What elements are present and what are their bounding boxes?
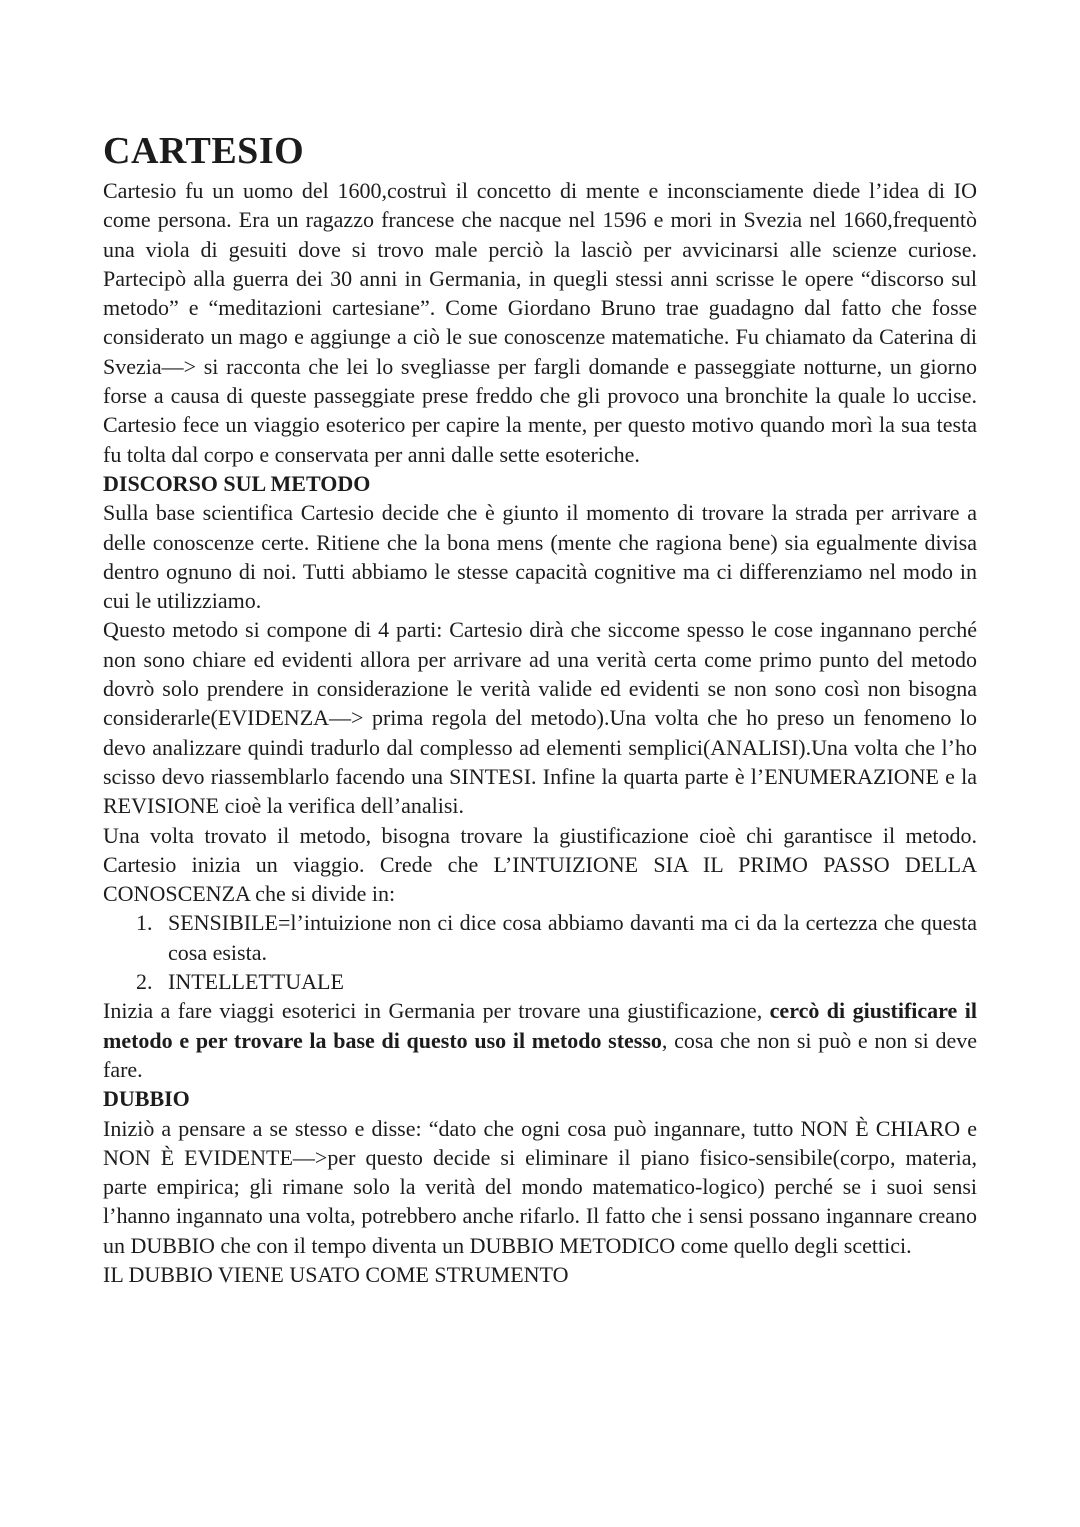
- bold-text: cercò di giustificare il metodo e per trovare la base di questo uso il metodo stesso: [103, 998, 977, 1053]
- paragraph: Questo metodo si compone di 4 parti: Cartesio dirà che siccome spesso le cose ingannano perché non sono chiare ed evidenti allora per arrivare ad una verità certa come primo punto del metodo dovrò solo prendere in considerazione le verità valide ed evidenti se non sono così non bisogna considerarle(EVIDENZA—> prima regola del metodo).Una volta che ho preso un fenomeno lo devo analizzare quindi tradurlo dal complesso ad elementi semplici(ANALISI).Una volta che l’ho scisso devo riassemblarlo facendo una SINTESI. Infine la quarta parte è l’ENUMERAZIONE e la REVISIONE cioè la verifica dell’analisi.: [103, 617, 977, 819]
- list-item: [103, 908, 977, 967]
- paragraph: Sulla base scientifica Cartesio decide che è giunto il momento di trovare la strada per arrivare a delle conoscenze certe. Ritiene che la bona mens (mente che ragiona bene) sia egualmente divisa dentro ognuno di noi. Tutti abbiamo le stesse capacità cognitive ma ci differenziamo nel modo in cui le utilizziamo.: [103, 500, 977, 614]
- list-number: 2.: [136, 969, 153, 995]
- paragraph: Una volta trovato il metodo, bisogna trovare la giustificazione cioè chi garantisce il metodo. Cartesio inizia un viaggio. Crede che L’INTUIZIONE SIA IL PRIMO PASSO DELLA CONOSCENZA che si divide in:: [103, 822, 977, 907]
- paragraph-text: Inizia a fare viaggi esoterici in Germania per trovare una giustificazione,: [103, 998, 770, 1024]
- paragraph: Iniziò a pensare a se stesso e disse: “dato che ogni cosa può ingannare, tutto NON È CHIARO e NON È EVIDENTE—>per questo decide si eliminare il piano fisico-sensibile(corpo, materia, parte empirica; gli rimane solo la verità del mondo matematico-logico) perché se i suoi sensi l’hanno ingannato una volta, potrebbero anche rifarlo. Il fatto che i sensi possano ingannare creano un DUBBIO che con il tempo diventa un DUBBIO METODICO come quello degli scettici.: [103, 1115, 977, 1258]
- page-title: CARTESIO: [103, 130, 305, 172]
- section-heading-discorso: DISCORSO SUL METODO: [103, 470, 371, 496]
- numbered-list: [103, 908, 977, 996]
- paragraph: [103, 996, 977, 1084]
- intro-paragraph: Cartesio fu un uomo del 1600,costruì il concetto di mente e inconsciamente diede l’idea di IO come persona. Era un ragazzo francese che nacque nel 1596 e mori in Svezia nel 1660,frequentò una viola di gesuiti dove si trovo male perciò la lasciò per avvicinarsi alle scienze curiose. Partecipò alla guerra dei 30 anni in Germania, in quegli stessi anni scrisse le opere “discorso sul metodo” e “meditazioni cartesiane”. Come Giordano Bruno trae guadagno dal fatto che fosse considerato un mago e aggiunge a ciò le sue conoscenze matematiche. Fu chiamato da Caterina di Svezia—> si racconta che lei lo svegliasse per fargli domande e passeggiate notturne, un giorno forse a causa di queste passeggiate prese freddo che gli provoco una bronchite la quale lo uccise. Cartesio fece un viaggio esoterico per capire la mente, per questo motivo quando morì la sua testa fu tolta dal corpo e conservata per anni dalle sette esoteriche.: [103, 178, 977, 467]
- section-heading-dubbio: DUBBIO: [103, 1086, 190, 1112]
- list-item-text: SENSIBILE=l’intuizione non ci dice cosa abbiamo davanti ma ci da la certezza che questa cosa esista.: [168, 910, 977, 965]
- list-number: 1.: [136, 910, 153, 936]
- paragraph-text: , cosa che non si può e non si deve fare.: [103, 1027, 977, 1082]
- list-item-text: INTELLETTUALE: [168, 969, 344, 995]
- document-page: [103, 128, 977, 1289]
- closing-line: IL DUBBIO VIENE USATO COME STRUMENTO: [103, 1261, 569, 1287]
- list-item: [103, 967, 977, 996]
